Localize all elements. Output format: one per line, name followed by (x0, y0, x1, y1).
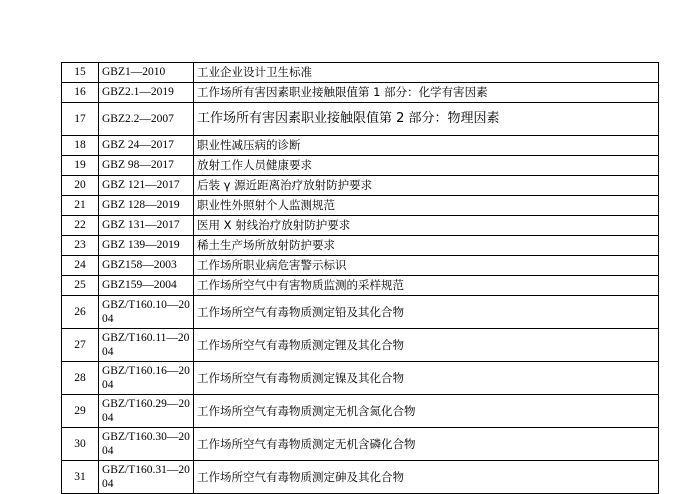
standard-code: GBZ 131—2017 (99, 216, 194, 236)
row-number: 31 (62, 461, 99, 494)
standard-code: GBZ 128—2019 (99, 196, 194, 216)
table-row (62, 296, 659, 329)
standard-code: GBZ2.1—2019 (99, 83, 194, 103)
table-row (62, 428, 659, 461)
standards-table-container (61, 62, 639, 494)
table-row (62, 63, 659, 83)
standard-code: GBZ1—2010 (99, 63, 194, 83)
table-row (62, 362, 659, 395)
standard-code: GBZ/T160.10—2004 (99, 296, 194, 329)
standard-title: 职业性减压病的诊断 (194, 136, 659, 156)
standard-title: 工作场所有害因素职业接触限值第 2 部分：物理因素 (194, 103, 659, 136)
standard-title: 工作场所有害因素职业接触限值第 1 部分：化学有害因素 (194, 83, 659, 103)
standard-title: 工作场所空气有毒物质测定无机含磷化合物 (194, 428, 659, 461)
standard-code: GBZ 139—2019 (99, 236, 194, 256)
row-number: 27 (62, 329, 99, 362)
standards-table-body (62, 63, 659, 494)
standard-code: GBZ159—2004 (99, 276, 194, 296)
row-number: 30 (62, 428, 99, 461)
row-number: 28 (62, 362, 99, 395)
standard-title: 职业性外照射个人监测规范 (194, 196, 659, 216)
standard-title: 放射工作人员健康要求 (194, 156, 659, 176)
table-row (62, 236, 659, 256)
standard-code: GBZ 98—2017 (99, 156, 194, 176)
standard-title: 工作场所空气有毒物质测定铅及其化合物 (194, 296, 659, 329)
standard-title: 医用 X 射线治疗放射防护要求 (194, 216, 659, 236)
table-row (62, 83, 659, 103)
row-number: 20 (62, 176, 99, 196)
standard-code: GBZ158—2003 (99, 256, 194, 276)
row-number: 25 (62, 276, 99, 296)
standard-code: GBZ/T160.31—2004 (99, 461, 194, 494)
standard-code: GBZ/T160.29—2004 (99, 395, 194, 428)
row-number: 15 (62, 63, 99, 83)
row-number: 18 (62, 136, 99, 156)
standard-title: 工业企业设计卫生标准 (194, 63, 659, 83)
table-row (62, 276, 659, 296)
standard-code: GBZ 121—2017 (99, 176, 194, 196)
table-row (62, 136, 659, 156)
row-number: 23 (62, 236, 99, 256)
standards-table (61, 62, 659, 494)
table-row (62, 395, 659, 428)
table-row (62, 156, 659, 176)
row-number: 29 (62, 395, 99, 428)
table-row (62, 256, 659, 276)
row-number: 16 (62, 83, 99, 103)
standard-title: 工作场所职业病危害警示标识 (194, 256, 659, 276)
standard-title: 工作场所空气有毒物质测定锂及其化合物 (194, 329, 659, 362)
row-number: 24 (62, 256, 99, 276)
row-number: 19 (62, 156, 99, 176)
table-row (62, 103, 659, 136)
row-number: 21 (62, 196, 99, 216)
row-number: 26 (62, 296, 99, 329)
standard-title: 工作场所空气有毒物质测定镍及其化合物 (194, 362, 659, 395)
standard-title: 稀土生产场所放射防护要求 (194, 236, 659, 256)
standard-title: 工作场所空气中有害物质监测的采样规范 (194, 276, 659, 296)
standard-code: GBZ 24—2017 (99, 136, 194, 156)
table-row (62, 329, 659, 362)
table-row (62, 216, 659, 236)
table-row (62, 196, 659, 216)
row-number: 17 (62, 103, 99, 136)
standard-code: GBZ/T160.16—2004 (99, 362, 194, 395)
standard-title: 后装 γ 源近距离治疗放射防护要求 (194, 176, 659, 196)
standard-code: GBZ2.2—2007 (99, 103, 194, 136)
standard-code: GBZ/T160.11—2004 (99, 329, 194, 362)
standard-title: 工作场所空气有毒物质测定无机含氮化合物 (194, 395, 659, 428)
row-number: 22 (62, 216, 99, 236)
table-row (62, 461, 659, 494)
table-row (62, 176, 659, 196)
standard-code: GBZ/T160.30—2004 (99, 428, 194, 461)
standard-title: 工作场所空气有毒物质测定砷及其化合物 (194, 461, 659, 494)
